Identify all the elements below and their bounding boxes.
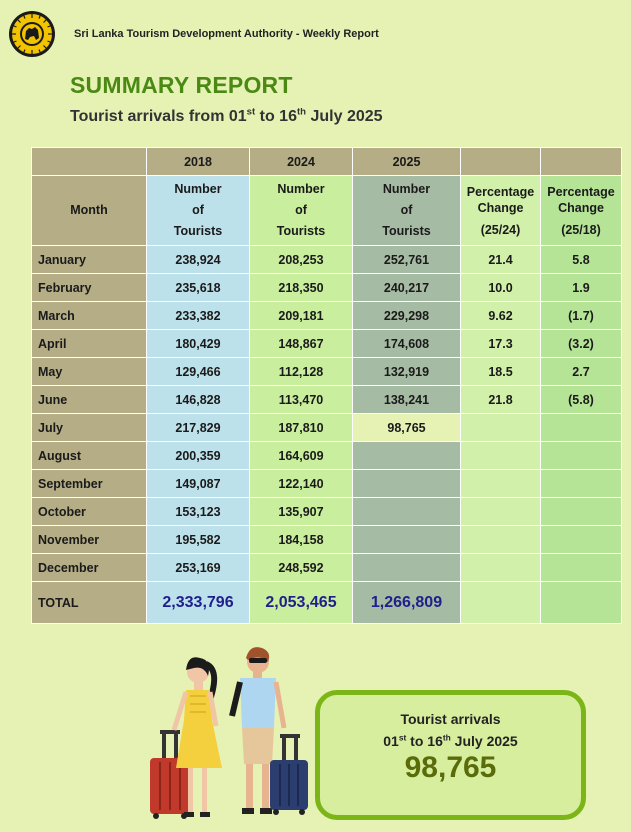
value-2018-cell: 200,359	[147, 442, 250, 470]
navy-suitcase-icon	[270, 734, 308, 815]
table-row	[32, 526, 622, 554]
month-cell: August	[32, 442, 147, 470]
arrivals-table	[31, 147, 622, 624]
value-2025-cell: 132,919	[353, 358, 461, 386]
value-2024-cell: 248,592	[250, 554, 353, 582]
month-cell: February	[32, 274, 147, 302]
pct-25-24-cell: 10.0	[461, 274, 541, 302]
tourists-2024-header: Number of Tourists	[250, 176, 353, 246]
table-row	[32, 470, 622, 498]
month-cell: April	[32, 330, 147, 358]
pct-25-18-cell: 2.7	[541, 358, 622, 386]
month-cell: June	[32, 386, 147, 414]
year-header-blank	[541, 148, 622, 176]
month-cell: September	[32, 470, 147, 498]
month-cell: March	[32, 302, 147, 330]
value-2024-cell: 112,128	[250, 358, 353, 386]
year-header-blank	[461, 148, 541, 176]
value-2018-cell: 253,169	[147, 554, 250, 582]
pct-25-24-cell: 17.3	[461, 330, 541, 358]
value-2024-cell: 122,140	[250, 470, 353, 498]
table-row	[32, 358, 622, 386]
pct-25-24-cell	[461, 526, 541, 554]
value-2018-cell: 233,382	[147, 302, 250, 330]
table-row	[32, 246, 622, 274]
pct-25-24-cell: 21.8	[461, 386, 541, 414]
page-title: SUMMARY REPORT	[70, 72, 293, 98]
table-row	[32, 554, 622, 582]
value-2018-cell: 180,429	[147, 330, 250, 358]
total-row	[32, 582, 622, 624]
total-2024-cell: 2,053,465	[250, 582, 353, 624]
value-2024-cell: 218,350	[250, 274, 353, 302]
value-2018-cell: 195,582	[147, 526, 250, 554]
pct-change-25-18-header: Percentage Change (25/18)	[541, 176, 622, 246]
value-2018-cell: 238,924	[147, 246, 250, 274]
pct-25-18-cell: 1.9	[541, 274, 622, 302]
summary-box-title: Tourist arrivals	[400, 711, 501, 727]
year-header-row	[32, 148, 622, 176]
value-2024-cell: 135,907	[250, 498, 353, 526]
pct-25-18-cell	[541, 498, 622, 526]
table-row	[32, 386, 622, 414]
pct-25-24-cell: 21.4	[461, 246, 541, 274]
year-2024-header: 2024	[250, 148, 353, 176]
pct-25-18-cell: 5.8	[541, 246, 622, 274]
travelers-illustration	[140, 640, 310, 830]
column-header-row	[32, 176, 622, 246]
pct-25-24-cell	[461, 554, 541, 582]
value-2018-cell: 153,123	[147, 498, 250, 526]
tourists-2025-header: Number of Tourists	[353, 176, 461, 246]
value-2025-cell: 229,298	[353, 302, 461, 330]
pct-25-18-cell	[541, 554, 622, 582]
value-2025-cell	[353, 442, 461, 470]
emblem-logo	[8, 10, 56, 58]
table-row	[32, 274, 622, 302]
month-column-header: Month	[32, 176, 147, 246]
arrivals-summary-box	[315, 690, 586, 820]
pct-25-18-cell	[541, 442, 622, 470]
value-2025-cell	[353, 554, 461, 582]
summary-box-period: 01st to 16th July 2025	[383, 732, 518, 749]
pct-25-24-cell	[461, 470, 541, 498]
total-2025-cell: 1,266,809	[353, 582, 461, 624]
total-2018-cell: 2,333,796	[147, 582, 250, 624]
value-2025-cell	[353, 526, 461, 554]
month-cell: July	[32, 414, 147, 442]
total-pct-25-18-cell	[541, 582, 622, 624]
value-2018-cell: 149,087	[147, 470, 250, 498]
value-2025-cell: 240,217	[353, 274, 461, 302]
value-2025-cell: 98,765	[353, 414, 461, 442]
value-2018-cell: 129,466	[147, 358, 250, 386]
table-row	[32, 442, 622, 470]
report-header	[8, 10, 608, 60]
value-2024-cell: 184,158	[250, 526, 353, 554]
pct-25-18-cell	[541, 470, 622, 498]
value-2024-cell: 187,810	[250, 414, 353, 442]
year-2018-header: 2018	[147, 148, 250, 176]
pct-25-18-cell: (5.8)	[541, 386, 622, 414]
total-label: TOTAL	[32, 582, 147, 624]
pct-25-18-cell	[541, 414, 622, 442]
month-cell: January	[32, 246, 147, 274]
value-2025-cell: 174,608	[353, 330, 461, 358]
organization-name: Sri Lanka Tourism Development Authority - Weekly Report	[74, 28, 379, 40]
value-2025-cell	[353, 498, 461, 526]
pct-25-24-cell	[461, 414, 541, 442]
pct-25-24-cell: 18.5	[461, 358, 541, 386]
table-row	[32, 498, 622, 526]
tourists-2018-header: Number of Tourists	[147, 176, 250, 246]
value-2024-cell: 148,867	[250, 330, 353, 358]
value-2024-cell: 208,253	[250, 246, 353, 274]
pct-25-18-cell: (1.7)	[541, 302, 622, 330]
month-cell: October	[32, 498, 147, 526]
pct-25-24-cell	[461, 498, 541, 526]
value-2025-cell	[353, 470, 461, 498]
value-2024-cell: 164,609	[250, 442, 353, 470]
value-2024-cell: 113,470	[250, 386, 353, 414]
pct-25-24-cell: 9.62	[461, 302, 541, 330]
value-2025-cell: 252,761	[353, 246, 461, 274]
table-row	[32, 330, 622, 358]
value-2025-cell: 138,241	[353, 386, 461, 414]
pct-change-25-24-header: Percentage Change (25/24)	[461, 176, 541, 246]
year-header-blank	[32, 148, 147, 176]
table-row	[32, 414, 622, 442]
month-cell: November	[32, 526, 147, 554]
total-pct-25-24-cell	[461, 582, 541, 624]
value-2024-cell: 209,181	[250, 302, 353, 330]
value-2018-cell: 217,829	[147, 414, 250, 442]
table-row	[32, 302, 622, 330]
pct-25-18-cell	[541, 526, 622, 554]
year-2025-header: 2025	[353, 148, 461, 176]
summary-box-value: 98,765	[404, 751, 497, 784]
value-2018-cell: 146,828	[147, 386, 250, 414]
month-cell: December	[32, 554, 147, 582]
pct-25-24-cell	[461, 442, 541, 470]
month-cell: May	[32, 358, 147, 386]
pct-25-18-cell: (3.2)	[541, 330, 622, 358]
page-subtitle: Tourist arrivals from 01st to 16th July 2025	[70, 106, 383, 125]
value-2018-cell: 235,618	[147, 274, 250, 302]
